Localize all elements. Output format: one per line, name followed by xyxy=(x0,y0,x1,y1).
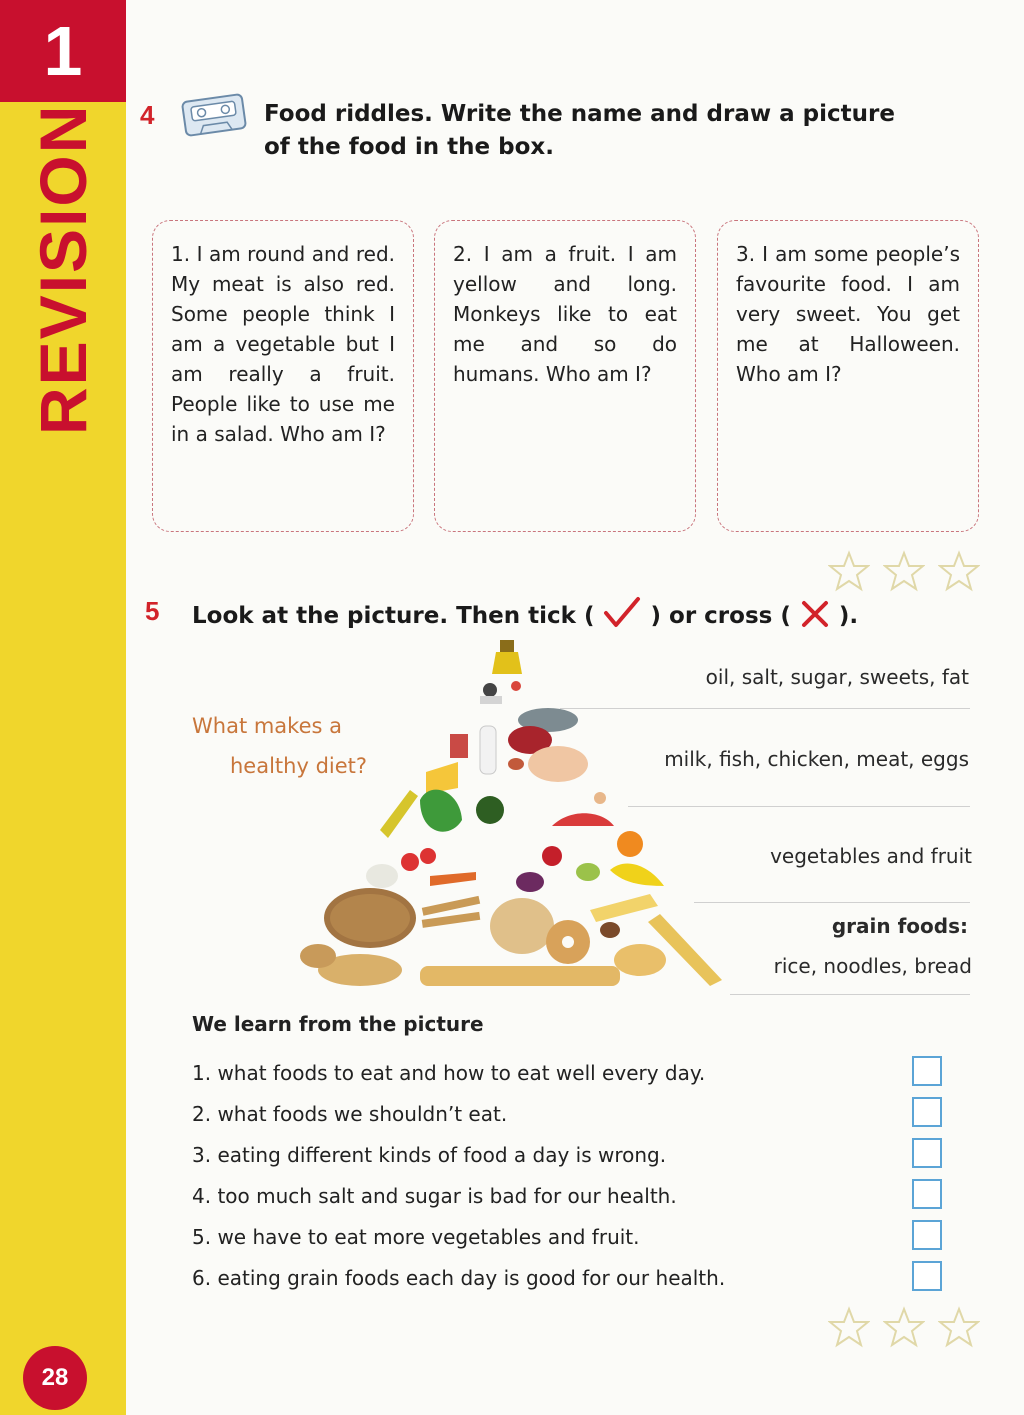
level-divider-2 xyxy=(628,806,970,807)
exercise-5-instruction-end: ). xyxy=(838,603,859,629)
exercise-5-instruction-start: Look at the picture. Then tick ( xyxy=(192,603,595,629)
star-icon xyxy=(938,1306,980,1348)
statement-4: 4. too much salt and sugar is bad for our health. xyxy=(192,1184,677,1208)
level-label-protein: milk, fish, chicken, meat, eggs xyxy=(664,747,969,771)
pyramid-question-line2: healthy diet? xyxy=(230,754,368,778)
exercise-5-instruction xyxy=(192,595,858,633)
level-divider-4 xyxy=(730,994,970,995)
exercise-4-number: 4 xyxy=(140,100,155,130)
level-label-grain-items: rice, noodles, bread xyxy=(773,954,972,978)
riddle-box-2[interactable] xyxy=(434,220,696,532)
statement-1: 1. what foods to eat and how to eat well every day. xyxy=(192,1061,706,1085)
level-label-grain-title: grain foods: xyxy=(831,914,968,938)
level-label-fats: oil, salt, sugar, sweets, fat xyxy=(705,665,969,689)
star-icon xyxy=(828,1306,870,1348)
unit-header xyxy=(0,0,126,102)
learn-heading: We learn from the picture xyxy=(192,1012,484,1036)
riddle-box-3[interactable] xyxy=(717,220,979,532)
statement-5-checkbox[interactable] xyxy=(912,1220,942,1250)
star-icon xyxy=(883,1306,925,1348)
rating-stars-top xyxy=(828,550,980,592)
riddle-1-text: 1. I am round and red. My meat is also red. Some people think I am a vegetable but I am really a fruit. People like to use me in a salad. Who am I? xyxy=(171,242,395,446)
level-divider-3 xyxy=(694,902,970,903)
statement-2: 2. what foods we shouldn’t eat. xyxy=(192,1102,508,1126)
exercise-5-number: 5 xyxy=(145,596,160,626)
statement-2-checkbox[interactable] xyxy=(912,1097,942,1127)
statement-3-checkbox[interactable] xyxy=(912,1138,942,1168)
cross-icon xyxy=(799,599,831,629)
exercise-4-instruction-line2: of the food in the box. xyxy=(264,134,554,160)
statement-5: 5. we have to eat more vegetables and fruit. xyxy=(192,1225,640,1249)
exercise-4-instruction xyxy=(264,98,895,164)
star-icon xyxy=(828,550,870,592)
tick-icon xyxy=(602,595,642,629)
star-icon xyxy=(883,550,925,592)
pyramid-question-line1: What makes a xyxy=(192,714,342,738)
level-divider-1 xyxy=(560,708,970,709)
star-icon xyxy=(938,550,980,592)
riddle-3-text: 3. I am some people’s favourite food. I am very sweet. You get me at Halloween. Who am I? xyxy=(736,242,960,386)
statement-1-checkbox[interactable] xyxy=(912,1056,942,1086)
food-pyramid-illustration xyxy=(290,630,740,995)
exercise-4-instruction-line1: Food riddles. Write the name and draw a picture xyxy=(264,101,895,127)
statement-4-checkbox[interactable] xyxy=(912,1179,942,1209)
cassette-icon[interactable] xyxy=(178,92,250,138)
level-label-produce: vegetables and fruit xyxy=(770,844,972,868)
statement-3: 3. eating different kinds of food a day is wrong. xyxy=(192,1143,667,1167)
statement-6-checkbox[interactable] xyxy=(912,1261,942,1291)
revision-label: REVISION xyxy=(26,103,100,435)
riddle-box-1[interactable] xyxy=(152,220,414,532)
exercise-5-instruction-middle: ) or cross ( xyxy=(650,603,791,629)
statement-6: 6. eating grain foods each day is good for our health. xyxy=(192,1266,726,1290)
unit-number: 1 xyxy=(43,12,83,90)
riddle-2-text: 2. I am a fruit. I am yellow and long. Monkeys like to eat me and so do humans. Who am I? xyxy=(453,242,677,386)
rating-stars-bottom xyxy=(828,1306,980,1348)
page-number: 28 xyxy=(23,1346,87,1410)
